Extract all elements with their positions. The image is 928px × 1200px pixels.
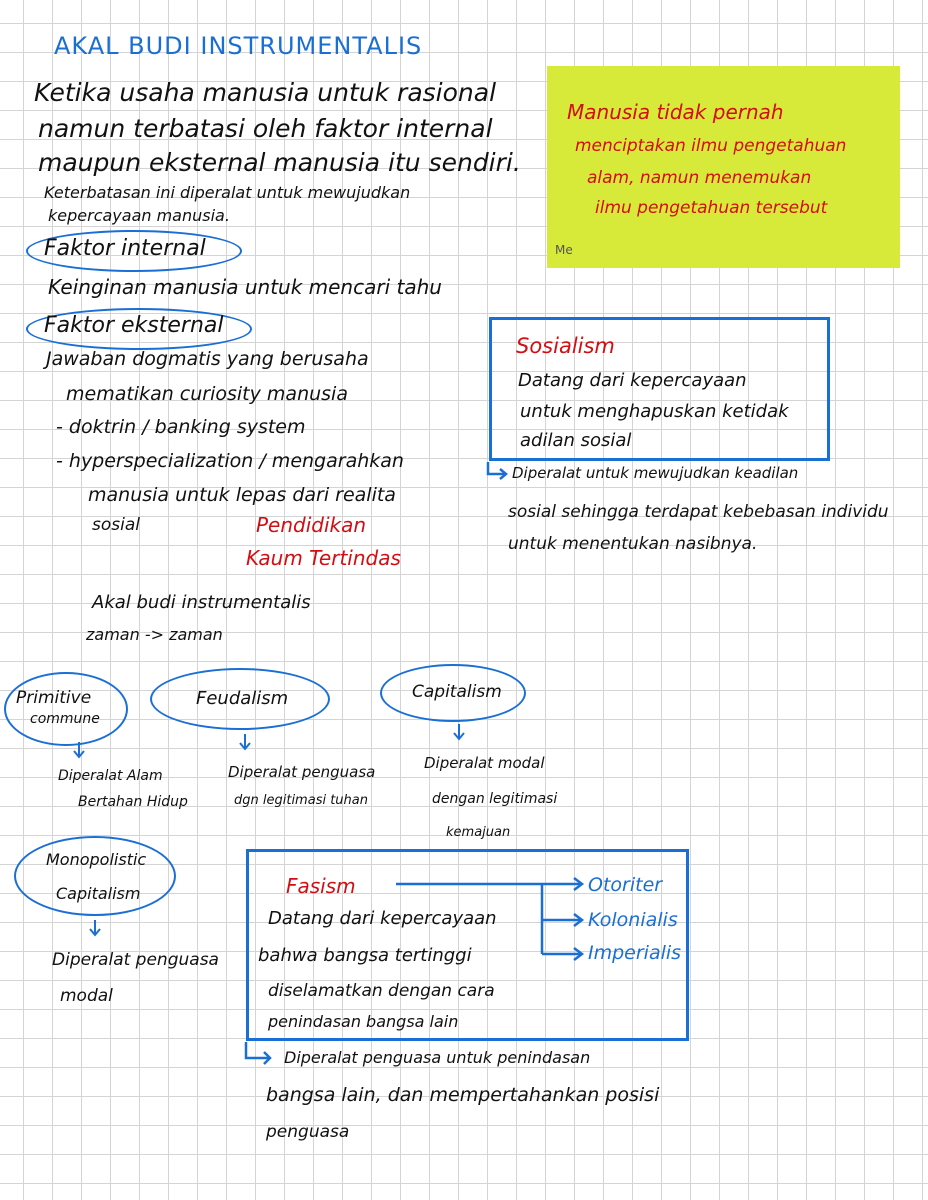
faktor-internal-label: Faktor internal bbox=[44, 236, 206, 261]
sosialism-note-3: untuk menentukan nasibnya. bbox=[508, 534, 758, 554]
sticky-line-4: ilmu pengetahuan tersebut bbox=[595, 198, 828, 218]
era-monopolistic-circle bbox=[14, 836, 176, 916]
era-monopolistic-desc-1: Diperalat penguasa bbox=[52, 950, 219, 970]
fasism-note-1: Diperalat penguasa untuk penindasan bbox=[284, 1048, 591, 1067]
fasism-branch-arrows-icon bbox=[392, 874, 592, 964]
faktor-eksternal-line-3: - doktrin / banking system bbox=[56, 416, 306, 438]
sosialism-line-1: Datang dari kepercayaan bbox=[518, 370, 747, 391]
faktor-eksternal-line-5: manusia untuk lepas dari realita bbox=[88, 484, 396, 506]
era-capitalism-desc-2: dengan legitimasi bbox=[432, 791, 558, 807]
intro-line-2: namun terbatasi oleh faktor internal bbox=[38, 114, 493, 143]
era-capitalism-desc-1: Diperalat modal bbox=[424, 754, 545, 772]
era-capitalism-desc-3: kemajuan bbox=[446, 825, 511, 840]
sosialism-line-2: untuk menghapuskan ketidak bbox=[520, 401, 789, 422]
down-arrow-icon bbox=[72, 740, 86, 760]
sticky-line-2: menciptakan ilmu pengetahuan bbox=[575, 136, 847, 156]
era-primitive-name-2: commune bbox=[30, 711, 100, 727]
down-arrow-icon bbox=[452, 722, 466, 742]
faktor-eksternal-label: Faktor eksternal bbox=[44, 313, 224, 338]
fasism-note-3: penguasa bbox=[266, 1122, 350, 1142]
era-monopolistic-name-2: Capitalism bbox=[56, 884, 141, 903]
sticky-author: Me bbox=[555, 243, 573, 257]
era-feudalism-name: Feudalism bbox=[196, 688, 289, 709]
fasism-line-4: penindasan bangsa lain bbox=[268, 1012, 459, 1031]
down-arrow-icon bbox=[88, 918, 102, 938]
sticky-line-1: Manusia tidak pernah bbox=[567, 100, 784, 124]
intro-line-3: maupun eksternal manusia itu sendiri. bbox=[38, 148, 521, 177]
era-primitive-desc-1: Diperalat Alam bbox=[58, 768, 163, 784]
era-feudalism-desc-1: Diperalat penguasa bbox=[228, 763, 376, 781]
faktor-eksternal-line-1: Jawaban dogmatis yang berusaha bbox=[46, 348, 369, 370]
fasism-title: Fasism bbox=[286, 874, 356, 898]
era-feudalism-desc-2: dgn legitimasi tuhan bbox=[234, 793, 368, 808]
intro-line-5: kepercayaan manusia. bbox=[48, 206, 230, 225]
era-primitive-name: Primitive bbox=[16, 688, 92, 708]
faktor-eksternal-line-4: - hyperspecialization / mengarahkan bbox=[56, 450, 404, 472]
sosialism-note-1: Diperalat untuk mewujudkan keadilan bbox=[512, 464, 799, 482]
reference-line-1: Pendidikan bbox=[256, 513, 367, 537]
intro-line-1: Ketika usaha manusia untuk rasional bbox=[34, 78, 497, 107]
page-title: AKAL BUDI INSTRUMENTALIS bbox=[54, 32, 423, 60]
sosialism-title: Sosialism bbox=[516, 334, 615, 358]
fasism-return-arrow-icon bbox=[242, 1040, 274, 1066]
reference-line-2: Kaum Tertindas bbox=[246, 546, 401, 570]
sticky-note[interactable] bbox=[547, 66, 900, 268]
sosialism-return-arrow-icon bbox=[484, 460, 510, 484]
faktor-eksternal-line-2: mematikan curiosity manusia bbox=[66, 383, 348, 405]
fasism-branch-3: Imperialis bbox=[588, 942, 682, 964]
fasism-note-2: bangsa lain, dan mempertahankan posisi bbox=[266, 1084, 660, 1106]
era-line-1: Akal budi instrumentalis bbox=[92, 592, 311, 613]
fasism-line-3: diselamatkan dengan cara bbox=[268, 981, 495, 1001]
fasism-line-2: bahwa bangsa tertinggi bbox=[258, 945, 472, 966]
fasism-line-1: Datang dari kepercayaan bbox=[268, 908, 497, 929]
fasism-branch-1: Otoriter bbox=[588, 874, 663, 896]
sticky-line-3: alam, namun menemukan bbox=[587, 168, 812, 188]
era-primitive-desc-2: Bertahan Hidup bbox=[78, 794, 188, 810]
sosialism-note-2: sosial sehingga terdapat kebebasan individu bbox=[508, 502, 889, 522]
era-monopolistic-desc-2: modal bbox=[60, 986, 113, 1006]
era-capitalism-name: Capitalism bbox=[412, 682, 502, 702]
sosialism-line-3: adilan sosial bbox=[520, 430, 632, 451]
faktor-eksternal-line-6: sosial bbox=[92, 515, 140, 535]
intro-line-4: Keterbatasan ini diperalat untuk mewujudkan bbox=[44, 183, 411, 202]
faktor-internal-desc: Keinginan manusia untuk mencari tahu bbox=[48, 275, 442, 299]
era-line-2: zaman -> zaman bbox=[86, 625, 223, 644]
down-arrow-icon bbox=[238, 732, 252, 752]
era-primitive-circle bbox=[4, 672, 128, 746]
fasism-branch-2: Kolonialis bbox=[588, 909, 678, 931]
era-monopolistic-name: Monopolistic bbox=[46, 850, 147, 869]
